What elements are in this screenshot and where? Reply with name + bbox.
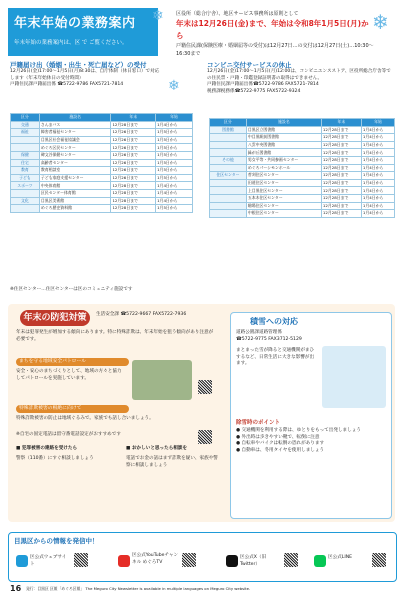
table-cell: 1月5日から (156, 144, 193, 152)
snow-tip: ● 外出時は歩きやすい靴で、転倒に注意 (236, 434, 320, 440)
table-cell: 中目黒駅前図書館 (246, 134, 321, 142)
qr-code-icon (198, 430, 212, 444)
snow-tip: ● 自転車やバイクは転倒の恐れがあります (236, 441, 325, 447)
table-row (11, 174, 193, 182)
table-cell: 中根住区センター (246, 210, 321, 218)
patrol-photo (132, 360, 192, 400)
table-cell: 12月28日まで (321, 202, 361, 210)
table-cell: 五本木住区センター (246, 194, 321, 202)
table-cell: 1月4日から (156, 189, 193, 197)
snow-body: まとまった雪が降ると交通機関がまひするなど、日常生活に大きな影響が出ます。 (236, 348, 315, 367)
table-cell: さんまバス (39, 121, 111, 129)
qr-code-icon (372, 553, 386, 567)
crime-banner: 年末の防犯対策 (20, 310, 90, 326)
notice-big: 年末は12月26日(金)まで、年始は令和8年1月5日(月)から (176, 19, 369, 40)
snow-contact: 道路公園課道路管理係 ☎5722-9775 FAX3712-5129 (236, 330, 302, 342)
table-cell: 1月4日から (156, 197, 193, 205)
table-cell: 碑文谷保健センター (39, 151, 111, 159)
crime-contact: 生活安全課 ☎5722-9667 FAX5722-7936 (96, 312, 187, 317)
table-cell (210, 141, 247, 149)
table-cell: 12月26日まで (111, 167, 156, 175)
table-cell: 12月28日まで (111, 182, 156, 190)
table-cell: 駒場住区センター (246, 202, 321, 210)
table-cell: 1月4日から (361, 141, 394, 149)
table-cell: 12月26日まで (111, 174, 156, 182)
notice-line2: 戸籍住民課(保険医療・婚姻届等の受付)は12月27日…の交付は12月27日(土)…10:30～16:30まで (176, 43, 374, 57)
table-cell: 12月26日まで (111, 159, 156, 167)
notice-line1: 区役所（総合庁舎）、地区サービス事務所は原則として (176, 11, 299, 17)
table-header: 区分 (210, 119, 247, 127)
table-cell: 12月26日まで (111, 136, 156, 144)
table-cell: 教育相談室 (39, 167, 111, 175)
table-header: 年末 (321, 119, 361, 127)
library-table (209, 118, 395, 218)
table-cell: 上目黒住区センター (246, 187, 321, 195)
table-cell: 男女平等・共同参画センター (246, 156, 321, 164)
table-cell: 12月28日まで (111, 197, 156, 205)
koseki-contact: 戸籍住民課戸籍届出係 ☎5722-9786 FAX5721-7814 (10, 82, 124, 88)
table-cell: 12月28日まで (321, 164, 361, 172)
table-cell: 1月4日から (361, 194, 394, 202)
table-cell (11, 189, 40, 197)
table-cell: 高齢者センター (39, 159, 111, 167)
koseki-title: 戸籍届け出（婚姻・出生・死亡届など）の受付 (10, 61, 147, 69)
table-cell (210, 179, 247, 187)
table-row (210, 126, 395, 134)
table-cell: 田道住区センター (246, 179, 321, 187)
table-note: ※住区センター…住区センターは区のコミュニティ施設です (10, 287, 133, 292)
sns-label-line[interactable]: 区公式LINE (328, 555, 353, 560)
table-cell: 12月28日まで (111, 189, 156, 197)
table-row (11, 121, 193, 129)
table-cell: 1月4日から (361, 179, 394, 187)
table-cell: スポーツ (11, 182, 40, 190)
table-cell: 1月5日から (156, 205, 193, 213)
table-cell: 1月5日から (156, 167, 193, 175)
snow-tips-title: 除雪時のポイント (236, 420, 281, 426)
table-row (210, 210, 395, 218)
table-header: 区分 (11, 114, 40, 122)
table-cell: 目黒区社会福祉協議会 (39, 136, 111, 144)
table-cell: 障害者福祉センター (39, 129, 111, 137)
table-cell: 教育 (11, 167, 40, 175)
youtube-icon[interactable] (118, 555, 130, 567)
facility-table (10, 113, 193, 213)
table-cell: めぐろ歴史資料館 (39, 205, 111, 213)
snowflake-icon: ❄ (152, 8, 164, 24)
table-row (11, 136, 193, 144)
table-cell: 1月4日から (361, 149, 394, 157)
table-row (11, 205, 193, 213)
table-cell: その他 (210, 156, 247, 164)
conbini-section (207, 60, 395, 96)
table-cell: 12月26日まで (111, 151, 156, 159)
line-icon[interactable] (314, 555, 326, 567)
table-cell (210, 149, 247, 157)
table-cell: 1月5日から (156, 174, 193, 182)
consult-body: 電話でお金の話はまず詐欺を疑い、家族や警察に相談しましょう (126, 456, 218, 468)
footer-title: 目黒区からの情報を発信中！ (14, 537, 99, 545)
conbini-contact1: 戸籍住民課戸籍届出係☎5722-9786 FAX5721-7814 (207, 82, 319, 88)
page-title: 年末年始の業務案内 (14, 16, 136, 31)
table-cell: 12月28日まで (321, 156, 361, 164)
table-header: 年始 (156, 114, 193, 122)
sns-label-x[interactable]: 区公式X（旧Twitter） (240, 555, 267, 567)
table-cell: 保健 (11, 151, 40, 159)
table-cell (11, 205, 40, 213)
table-cell: 12月26日まで (111, 129, 156, 137)
snow-tips-list (236, 428, 384, 455)
x-icon[interactable] (226, 555, 238, 567)
table-cell: めぐろパーシモンホール (246, 164, 321, 172)
table-cell: 1月4日から (156, 121, 193, 129)
table-cell: 福祉 (11, 129, 40, 137)
table-cell: 1月4日から (361, 156, 394, 164)
table-cell (210, 164, 247, 172)
table-header: 施設名 (246, 119, 321, 127)
table-cell (11, 144, 40, 152)
table-cell: 文化 (11, 197, 40, 205)
table-cell: 1月4日から (361, 210, 394, 218)
table-row (11, 197, 193, 205)
crime-intro: 年末は犯罪発生が増加する傾向にあります。特に特殊詐欺は、年末年始を狙う傾向があり注意が必要です。 (16, 330, 214, 342)
sns-label-youtube[interactable]: 区公式YouTubeチャンネル めぐろTV (132, 553, 179, 565)
patrol-heading: まちを守る地域安全パトロール (16, 358, 129, 366)
table-cell: 12月28日まで (321, 141, 361, 149)
table-row (210, 194, 395, 202)
patrol-body: 安全・安心のまちづくりとして、地域の方々と協力してパトロールを実施しています。 (16, 369, 122, 381)
consult-heading: ■ おかしいと思ったら相談を (126, 446, 188, 451)
fraud-body: 特殊詐欺被害の防止は地域ぐるみで。家族でも話し合いましょう。 (16, 416, 154, 421)
table-cell (11, 136, 40, 144)
table-row (11, 159, 193, 167)
table-cell: 12月28日まで (111, 121, 156, 129)
table-row (210, 172, 395, 180)
table-row (210, 149, 395, 157)
table-header: 年始 (361, 119, 394, 127)
table-row (11, 151, 193, 159)
table-cell: 12月28日まで (321, 187, 361, 195)
koseki-body: 12月26日(金)17:00～1月5日(月)8:30は、自庁体制（休日窓口）で対応します（年末年始休日の受付時間） (10, 69, 160, 81)
table-cell: 1月4日から (361, 126, 394, 134)
qr-code-icon (198, 380, 212, 394)
qr-code-icon (284, 553, 298, 567)
table-cell: 12月28日まで (321, 194, 361, 202)
table-row (11, 144, 193, 152)
table-row (11, 182, 193, 190)
table-cell: 12月26日まで (111, 144, 156, 152)
website-icon[interactable] (16, 555, 28, 567)
table-cell: 中央体育館 (39, 182, 111, 190)
header-title-box (8, 8, 158, 56)
page-subtitle: 年末年始の業務案内は、区 で ご覧ください。 (14, 40, 128, 46)
victim-body: 警察（110番）にすぐ相談しましょう (16, 456, 94, 461)
snowflake-icon: ❄ (372, 10, 389, 34)
snow-shovel-illustration (322, 346, 386, 408)
table-cell: 1月4日から (361, 134, 394, 142)
table-cell: 12月28日まで (321, 210, 361, 218)
table-row (210, 202, 395, 210)
table-cell (210, 194, 247, 202)
victim-heading: ■ 犯罪被害の連絡を受けたら (16, 446, 78, 451)
qr-code-icon (74, 553, 88, 567)
table-cell (210, 187, 247, 195)
table-cell: 図書館 (210, 126, 247, 134)
table-cell: 12月28日まで (321, 126, 361, 134)
table-row (210, 187, 395, 195)
table-cell: 12月28日まで (321, 172, 361, 180)
table-cell: 交通 (11, 121, 40, 129)
table-cell: 12月28日まで (111, 205, 156, 213)
conbini-body: 12月26日(金)17:00～1月5日(月)12:00は、コンビニエンスストア、区役所総合庁舎等での住民票・戸籍・印鑑登録証明書の取得はできません。 (207, 69, 391, 81)
table-row (11, 167, 193, 175)
table-row (210, 134, 395, 142)
table-header: 施設名 (39, 114, 111, 122)
table-cell: 1月4日から (361, 172, 394, 180)
table-cell: 住区センター (210, 172, 247, 180)
fraud-note: ※自宅の固定電話は留守番電話設定がおすすめです (16, 432, 121, 437)
table-cell: 1月5日から (156, 159, 193, 167)
table-row (210, 179, 395, 187)
table-cell: 12月28日まで (321, 179, 361, 187)
table-cell: 1月5日から (156, 151, 193, 159)
table-cell: 1月5日から (156, 129, 193, 137)
header-notice (176, 10, 376, 58)
table-cell: 1月5日から (156, 136, 193, 144)
table-row (210, 156, 395, 164)
conbini-title: コンビニ交付サービスの休止 (207, 61, 292, 69)
table-cell: 目黒区美術館 (39, 197, 111, 205)
table-header: 年末 (111, 114, 156, 122)
snow-tip: ● 自動車は、冬用タイヤを使用しましょう (236, 447, 325, 453)
table-row (11, 189, 193, 197)
table-cell: 目黒区立図書館 (246, 126, 321, 134)
snow-title: 積雪への対応 (250, 317, 298, 326)
table-row (210, 141, 395, 149)
table-row (11, 129, 193, 137)
table-cell: 1月4日から (156, 182, 193, 190)
table-cell: 12月28日まで (321, 149, 361, 157)
table-cell (210, 134, 247, 142)
fraud-heading: 特殊詐欺被害の根絶に向けて (16, 405, 129, 413)
table-cell: 1月4日から (361, 187, 394, 195)
snow-tip: ● 交通機関を利用する際は、ゆとりをもって出発しましょう (236, 428, 361, 433)
table-cell (210, 210, 247, 218)
table-cell: 区民センター体育館 (39, 189, 111, 197)
qr-code-icon (182, 553, 196, 567)
table-cell: 菅刈住区センター (246, 172, 321, 180)
table-cell: 子ども (11, 174, 40, 182)
table-cell: 1月4日から (361, 202, 394, 210)
header (8, 8, 395, 56)
table-cell: 八雲中央図書館 (246, 141, 321, 149)
table-cell: 緑が丘図書館 (246, 149, 321, 157)
conbini-contact2: 税務課税務係☎5722-9775 FAX5722-9324 (207, 88, 301, 94)
table-cell: 12月28日まで (321, 134, 361, 142)
table-cell: めぐろ区民センター (39, 144, 111, 152)
table-cell (210, 202, 247, 210)
table-cell: 1月4日から (361, 164, 394, 172)
page-number: 16 (10, 584, 22, 593)
table-cell: 子ども家庭支援センター (39, 174, 111, 182)
table-row (210, 164, 395, 172)
footer-bottom-text: 発行：目黒区 区報「めぐろ区報」 The Meguro City Newsletter is available in multiple languages on Meguro City website. (26, 586, 251, 591)
snowflake-icon: ❄ (168, 78, 180, 94)
table-cell: 住宅 (11, 159, 40, 167)
sns-label-web[interactable]: 区公式ウェブサイト (30, 555, 67, 567)
